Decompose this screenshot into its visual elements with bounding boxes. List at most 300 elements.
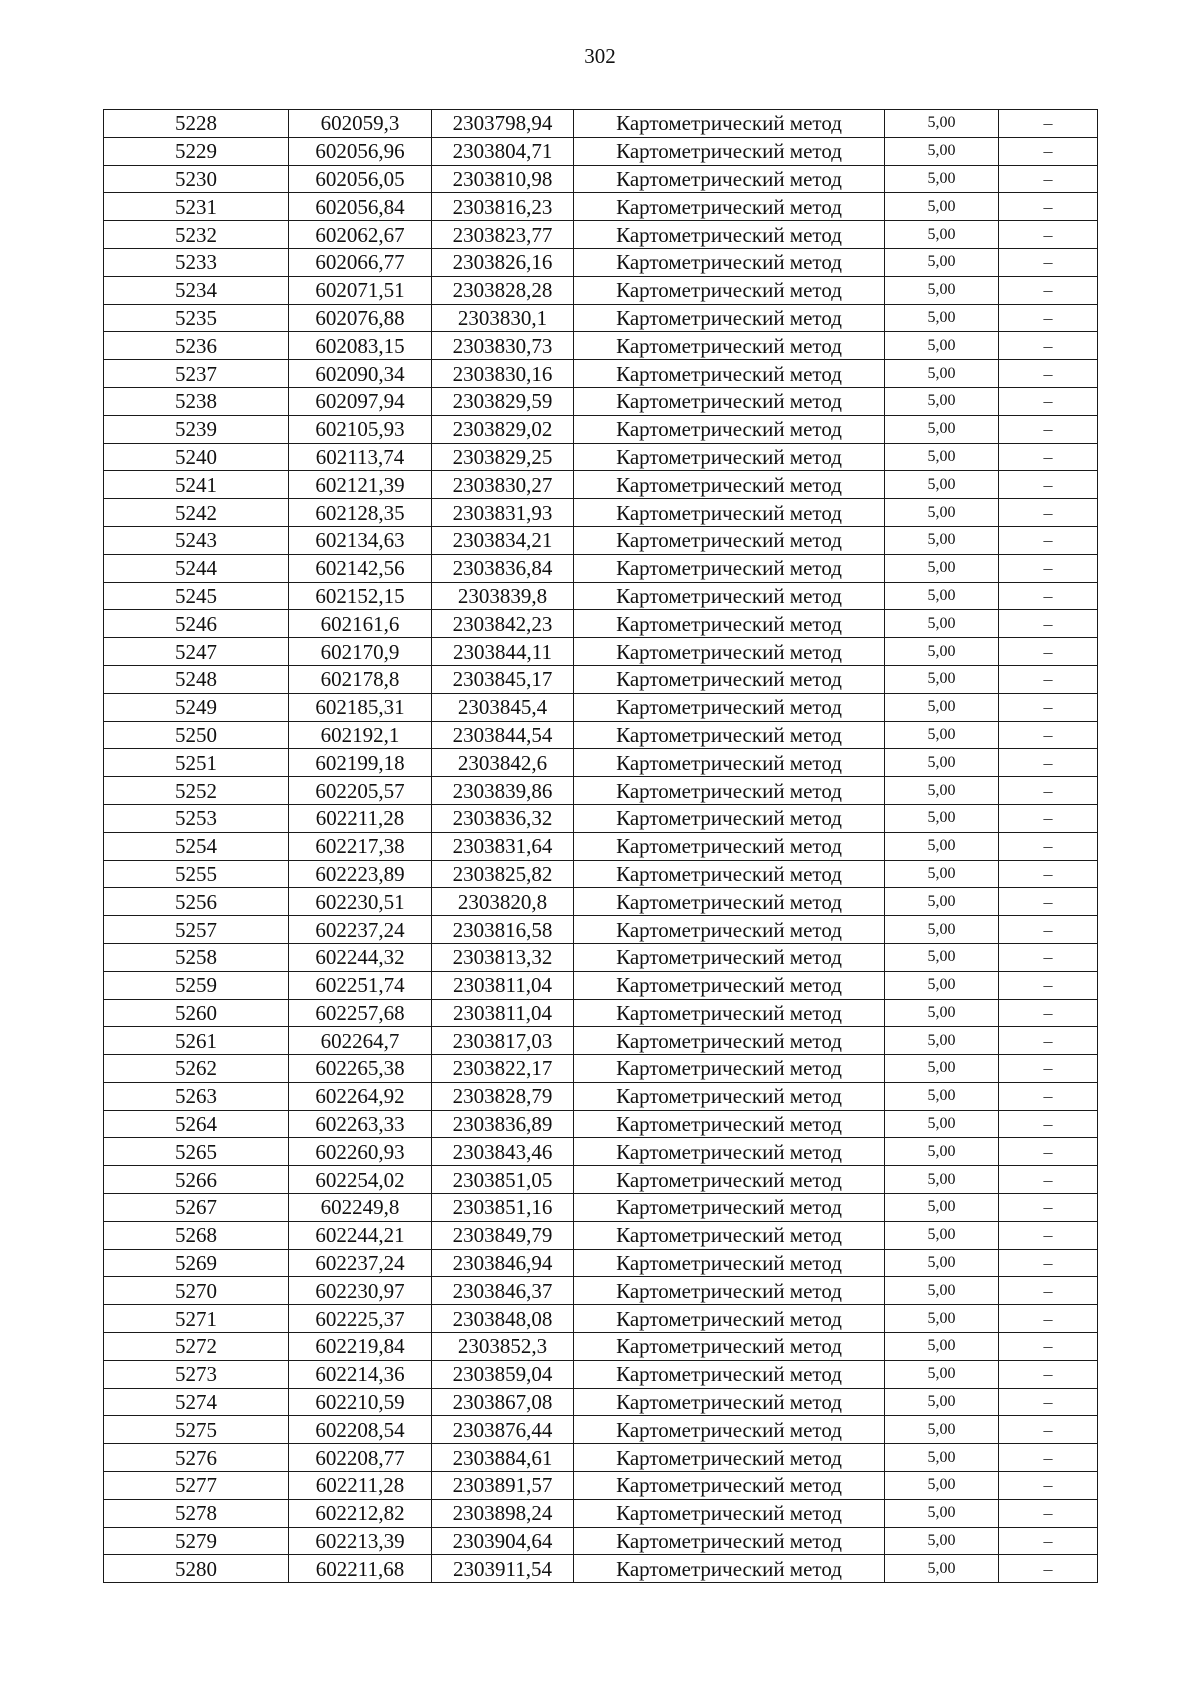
method-cell: Картометрический метод [574,1221,885,1249]
note-cell: – [999,1221,1098,1249]
x-coordinate-cell: 602121,39 [289,471,432,499]
accuracy-cell: 5,00 [885,1555,999,1583]
x-coordinate-cell: 602219,84 [289,1333,432,1361]
y-coordinate-cell: 2303846,94 [432,1249,574,1277]
note-cell: – [999,1082,1098,1110]
accuracy-cell: 5,00 [885,1444,999,1472]
note-cell: – [999,332,1098,360]
point-number-cell: 5252 [104,777,289,805]
x-coordinate-cell: 602056,05 [289,165,432,193]
accuracy-cell: 5,00 [885,1055,999,1083]
x-coordinate-cell: 602230,97 [289,1277,432,1305]
table-row [104,610,1098,638]
method-cell: Картометрический метод [574,860,885,888]
table-row [104,443,1098,471]
method-cell: Картометрический метод [574,360,885,388]
point-number-cell: 5261 [104,1027,289,1055]
table-row [104,971,1098,999]
table-row [104,1305,1098,1333]
x-coordinate-cell: 602142,56 [289,554,432,582]
table-row [104,1472,1098,1500]
x-coordinate-cell: 602263,33 [289,1110,432,1138]
x-coordinate-cell: 602059,3 [289,110,432,138]
x-coordinate-cell: 602090,34 [289,360,432,388]
x-coordinate-cell: 602185,31 [289,693,432,721]
table-row [104,193,1098,221]
table-row [104,499,1098,527]
table-row [104,554,1098,582]
table-row [104,1138,1098,1166]
method-cell: Картометрический метод [574,804,885,832]
x-coordinate-cell: 602237,24 [289,1249,432,1277]
note-cell: – [999,638,1098,666]
y-coordinate-cell: 2303849,79 [432,1221,574,1249]
accuracy-cell: 5,00 [885,248,999,276]
y-coordinate-cell: 2303867,08 [432,1388,574,1416]
x-coordinate-cell: 602208,77 [289,1444,432,1472]
method-cell: Картометрический метод [574,1166,885,1194]
method-cell: Картометрический метод [574,499,885,527]
point-number-cell: 5272 [104,1333,289,1361]
table-row [104,582,1098,610]
point-number-cell: 5247 [104,638,289,666]
point-number-cell: 5268 [104,1221,289,1249]
table-row [104,1221,1098,1249]
y-coordinate-cell: 2303836,89 [432,1110,574,1138]
method-cell: Картометрический метод [574,304,885,332]
point-number-cell: 5259 [104,971,289,999]
table-row [104,1388,1098,1416]
note-cell: – [999,276,1098,304]
note-cell: – [999,1138,1098,1166]
table-row [104,1055,1098,1083]
accuracy-cell: 5,00 [885,638,999,666]
y-coordinate-cell: 2303845,4 [432,693,574,721]
point-number-cell: 5233 [104,248,289,276]
y-coordinate-cell: 2303831,64 [432,832,574,860]
accuracy-cell: 5,00 [885,693,999,721]
note-cell: – [999,415,1098,443]
y-coordinate-cell: 2303829,59 [432,387,574,415]
accuracy-cell: 5,00 [885,1249,999,1277]
x-coordinate-cell: 602257,68 [289,999,432,1027]
y-coordinate-cell: 2303816,23 [432,193,574,221]
y-coordinate-cell: 2303828,28 [432,276,574,304]
table-row [104,1499,1098,1527]
method-cell: Картометрический метод [574,1138,885,1166]
table-row [104,221,1098,249]
x-coordinate-cell: 602211,68 [289,1555,432,1583]
method-cell: Картометрический метод [574,165,885,193]
table-row [104,110,1098,138]
note-cell: – [999,943,1098,971]
point-number-cell: 5228 [104,110,289,138]
accuracy-cell: 5,00 [885,665,999,693]
method-cell: Картометрический метод [574,221,885,249]
accuracy-cell: 5,00 [885,1527,999,1555]
x-coordinate-cell: 602225,37 [289,1305,432,1333]
note-cell: – [999,1416,1098,1444]
x-coordinate-cell: 602076,88 [289,304,432,332]
accuracy-cell: 5,00 [885,777,999,805]
note-cell: – [999,1027,1098,1055]
table-row [104,1110,1098,1138]
table-row [104,749,1098,777]
point-number-cell: 5265 [104,1138,289,1166]
accuracy-cell: 5,00 [885,1166,999,1194]
accuracy-cell: 5,00 [885,221,999,249]
note-cell: – [999,304,1098,332]
accuracy-cell: 5,00 [885,554,999,582]
accuracy-cell: 5,00 [885,832,999,860]
point-number-cell: 5267 [104,1194,289,1222]
y-coordinate-cell: 2303830,27 [432,471,574,499]
accuracy-cell: 5,00 [885,137,999,165]
y-coordinate-cell: 2303798,94 [432,110,574,138]
accuracy-cell: 5,00 [885,582,999,610]
x-coordinate-cell: 602212,82 [289,1499,432,1527]
accuracy-cell: 5,00 [885,971,999,999]
accuracy-cell: 5,00 [885,110,999,138]
y-coordinate-cell: 2303817,03 [432,1027,574,1055]
accuracy-cell: 5,00 [885,1472,999,1500]
method-cell: Картометрический метод [574,415,885,443]
method-cell: Картометрический метод [574,248,885,276]
note-cell: – [999,610,1098,638]
accuracy-cell: 5,00 [885,749,999,777]
method-cell: Картометрический метод [574,693,885,721]
point-number-cell: 5258 [104,943,289,971]
point-number-cell: 5275 [104,1416,289,1444]
point-number-cell: 5229 [104,137,289,165]
y-coordinate-cell: 2303813,32 [432,943,574,971]
method-cell: Картометрический метод [574,471,885,499]
point-number-cell: 5256 [104,888,289,916]
x-coordinate-cell: 602113,74 [289,443,432,471]
x-coordinate-cell: 602260,93 [289,1138,432,1166]
method-cell: Картометрический метод [574,999,885,1027]
x-coordinate-cell: 602128,35 [289,499,432,527]
note-cell: – [999,804,1098,832]
y-coordinate-cell: 2303828,79 [432,1082,574,1110]
accuracy-cell: 5,00 [885,999,999,1027]
x-coordinate-cell: 602178,8 [289,665,432,693]
y-coordinate-cell: 2303842,23 [432,610,574,638]
table-row [104,248,1098,276]
y-coordinate-cell: 2303898,24 [432,1499,574,1527]
note-cell: – [999,832,1098,860]
table-row [104,832,1098,860]
table-row [104,526,1098,554]
method-cell: Картометрический метод [574,1388,885,1416]
note-cell: – [999,499,1098,527]
point-number-cell: 5254 [104,832,289,860]
point-number-cell: 5279 [104,1527,289,1555]
method-cell: Картометрический метод [574,721,885,749]
x-coordinate-cell: 602066,77 [289,248,432,276]
method-cell: Картометрический метод [574,1277,885,1305]
accuracy-cell: 5,00 [885,1305,999,1333]
accuracy-cell: 5,00 [885,888,999,916]
table-row [104,415,1098,443]
note-cell: – [999,665,1098,693]
y-coordinate-cell: 2303884,61 [432,1444,574,1472]
x-coordinate-cell: 602208,54 [289,1416,432,1444]
table-row [104,804,1098,832]
y-coordinate-cell: 2303811,04 [432,999,574,1027]
x-coordinate-cell: 602264,7 [289,1027,432,1055]
point-number-cell: 5242 [104,499,289,527]
coordinates-table-body [104,110,1098,1583]
accuracy-cell: 5,00 [885,304,999,332]
y-coordinate-cell: 2303852,3 [432,1333,574,1361]
point-number-cell: 5245 [104,582,289,610]
table-row [104,360,1098,388]
table-row [104,276,1098,304]
table-row [104,1249,1098,1277]
y-coordinate-cell: 2303830,1 [432,304,574,332]
note-cell: – [999,860,1098,888]
accuracy-cell: 5,00 [885,1360,999,1388]
y-coordinate-cell: 2303810,98 [432,165,574,193]
point-number-cell: 5246 [104,610,289,638]
method-cell: Картометрический метод [574,1055,885,1083]
point-number-cell: 5278 [104,1499,289,1527]
point-number-cell: 5262 [104,1055,289,1083]
point-number-cell: 5239 [104,415,289,443]
method-cell: Картометрический метод [574,526,885,554]
x-coordinate-cell: 602192,1 [289,721,432,749]
y-coordinate-cell: 2303829,02 [432,415,574,443]
method-cell: Картометрический метод [574,1110,885,1138]
point-number-cell: 5237 [104,360,289,388]
table-row [104,638,1098,666]
x-coordinate-cell: 602062,67 [289,221,432,249]
table-row [104,1082,1098,1110]
point-number-cell: 5248 [104,665,289,693]
note-cell: – [999,360,1098,388]
method-cell: Картометрический метод [574,1305,885,1333]
y-coordinate-cell: 2303859,04 [432,1360,574,1388]
accuracy-cell: 5,00 [885,360,999,388]
note-cell: – [999,387,1098,415]
table-row [104,1555,1098,1583]
x-coordinate-cell: 602211,28 [289,804,432,832]
method-cell: Картометрический метод [574,888,885,916]
x-coordinate-cell: 602205,57 [289,777,432,805]
note-cell: – [999,221,1098,249]
method-cell: Картометрический метод [574,1194,885,1222]
note-cell: – [999,721,1098,749]
accuracy-cell: 5,00 [885,276,999,304]
y-coordinate-cell: 2303839,8 [432,582,574,610]
point-number-cell: 5241 [104,471,289,499]
table-row [104,332,1098,360]
accuracy-cell: 5,00 [885,1138,999,1166]
y-coordinate-cell: 2303823,77 [432,221,574,249]
x-coordinate-cell: 602134,63 [289,526,432,554]
y-coordinate-cell: 2303822,17 [432,1055,574,1083]
method-cell: Картометрический метод [574,1527,885,1555]
note-cell: – [999,1110,1098,1138]
y-coordinate-cell: 2303826,16 [432,248,574,276]
point-number-cell: 5264 [104,1110,289,1138]
y-coordinate-cell: 2303848,08 [432,1305,574,1333]
note-cell: – [999,777,1098,805]
accuracy-cell: 5,00 [885,193,999,221]
point-number-cell: 5280 [104,1555,289,1583]
method-cell: Картометрический метод [574,1360,885,1388]
note-cell: – [999,1333,1098,1361]
accuracy-cell: 5,00 [885,1333,999,1361]
table-row [104,165,1098,193]
table-row [104,916,1098,944]
accuracy-cell: 5,00 [885,165,999,193]
accuracy-cell: 5,00 [885,1388,999,1416]
method-cell: Картометрический метод [574,638,885,666]
table-row [104,665,1098,693]
accuracy-cell: 5,00 [885,1499,999,1527]
table-row [104,693,1098,721]
point-number-cell: 5249 [104,693,289,721]
accuracy-cell: 5,00 [885,1194,999,1222]
table-row [104,943,1098,971]
point-number-cell: 5269 [104,1249,289,1277]
point-number-cell: 5244 [104,554,289,582]
accuracy-cell: 5,00 [885,943,999,971]
method-cell: Картометрический метод [574,193,885,221]
table-row [104,721,1098,749]
method-cell: Картометрический метод [574,110,885,138]
note-cell: – [999,165,1098,193]
y-coordinate-cell: 2303876,44 [432,1416,574,1444]
note-cell: – [999,999,1098,1027]
accuracy-cell: 5,00 [885,860,999,888]
y-coordinate-cell: 2303836,84 [432,554,574,582]
x-coordinate-cell: 602056,96 [289,137,432,165]
method-cell: Картометрический метод [574,943,885,971]
point-number-cell: 5255 [104,860,289,888]
accuracy-cell: 5,00 [885,332,999,360]
method-cell: Картометрический метод [574,276,885,304]
y-coordinate-cell: 2303830,16 [432,360,574,388]
y-coordinate-cell: 2303825,82 [432,860,574,888]
x-coordinate-cell: 602217,38 [289,832,432,860]
point-number-cell: 5243 [104,526,289,554]
method-cell: Картометрический метод [574,1333,885,1361]
table-row [104,860,1098,888]
x-coordinate-cell: 602097,94 [289,387,432,415]
x-coordinate-cell: 602210,59 [289,1388,432,1416]
table-row [104,1527,1098,1555]
note-cell: – [999,971,1098,999]
table-row [104,1166,1098,1194]
note-cell: – [999,1555,1098,1583]
method-cell: Картометрический метод [574,749,885,777]
method-cell: Картометрический метод [574,582,885,610]
y-coordinate-cell: 2303804,71 [432,137,574,165]
table-row [104,888,1098,916]
y-coordinate-cell: 2303851,16 [432,1194,574,1222]
y-coordinate-cell: 2303816,58 [432,916,574,944]
point-number-cell: 5232 [104,221,289,249]
method-cell: Картометрический метод [574,916,885,944]
point-number-cell: 5263 [104,1082,289,1110]
y-coordinate-cell: 2303845,17 [432,665,574,693]
method-cell: Картометрический метод [574,1027,885,1055]
method-cell: Картометрический метод [574,137,885,165]
method-cell: Картометрический метод [574,1499,885,1527]
note-cell: – [999,1055,1098,1083]
x-coordinate-cell: 602170,9 [289,638,432,666]
table-row [104,999,1098,1027]
table-row [104,1277,1098,1305]
point-number-cell: 5234 [104,276,289,304]
x-coordinate-cell: 602265,38 [289,1055,432,1083]
note-cell: – [999,582,1098,610]
table-row [104,1444,1098,1472]
x-coordinate-cell: 602071,51 [289,276,432,304]
y-coordinate-cell: 2303842,6 [432,749,574,777]
method-cell: Картометрический метод [574,777,885,805]
note-cell: – [999,1527,1098,1555]
accuracy-cell: 5,00 [885,443,999,471]
x-coordinate-cell: 602083,15 [289,332,432,360]
point-number-cell: 5236 [104,332,289,360]
method-cell: Картометрический метод [574,971,885,999]
table-row [104,137,1098,165]
note-cell: – [999,248,1098,276]
y-coordinate-cell: 2303844,11 [432,638,574,666]
note-cell: – [999,749,1098,777]
x-coordinate-cell: 602105,93 [289,415,432,443]
note-cell: – [999,1472,1098,1500]
y-coordinate-cell: 2303843,46 [432,1138,574,1166]
accuracy-cell: 5,00 [885,916,999,944]
point-number-cell: 5238 [104,387,289,415]
table-row [104,1194,1098,1222]
x-coordinate-cell: 602161,6 [289,610,432,638]
point-number-cell: 5273 [104,1360,289,1388]
x-coordinate-cell: 602244,21 [289,1221,432,1249]
y-coordinate-cell: 2303836,32 [432,804,574,832]
y-coordinate-cell: 2303839,86 [432,777,574,805]
method-cell: Картометрический метод [574,1249,885,1277]
y-coordinate-cell: 2303811,04 [432,971,574,999]
note-cell: – [999,526,1098,554]
note-cell: – [999,1249,1098,1277]
x-coordinate-cell: 602264,92 [289,1082,432,1110]
note-cell: – [999,1166,1098,1194]
table-row [104,1027,1098,1055]
accuracy-cell: 5,00 [885,1416,999,1444]
method-cell: Картометрический метод [574,832,885,860]
method-cell: Картометрический метод [574,1444,885,1472]
accuracy-cell: 5,00 [885,721,999,749]
accuracy-cell: 5,00 [885,610,999,638]
method-cell: Картометрический метод [574,610,885,638]
accuracy-cell: 5,00 [885,1277,999,1305]
x-coordinate-cell: 602213,39 [289,1527,432,1555]
y-coordinate-cell: 2303891,57 [432,1472,574,1500]
point-number-cell: 5266 [104,1166,289,1194]
note-cell: – [999,916,1098,944]
method-cell: Картометрический метод [574,443,885,471]
method-cell: Картометрический метод [574,332,885,360]
note-cell: – [999,1194,1098,1222]
note-cell: – [999,193,1098,221]
table-row [104,304,1098,332]
